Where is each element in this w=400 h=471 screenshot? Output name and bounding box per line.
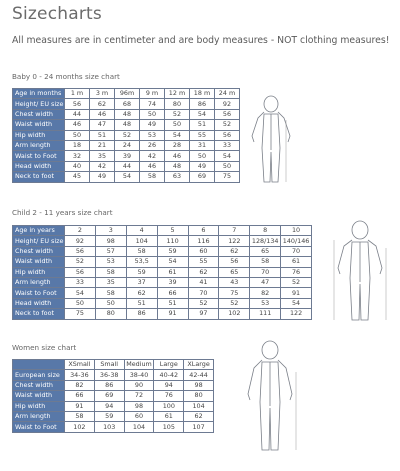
table-cell: 46 [65,120,90,130]
table-cell: 34-36 [65,370,95,380]
table-cell: 47 [90,120,115,130]
women-section-title: Women size chart [12,343,77,352]
row-label: Neck to foot [13,309,65,319]
table-row [13,422,214,432]
table-cell: 52 [219,298,250,308]
table-row [13,267,312,277]
table-cell: 52 [115,130,140,140]
column-header: Medium [124,360,154,370]
table-cell: 46 [140,161,165,171]
table-cell: 65 [250,246,281,256]
table-cell: 80 [165,99,190,109]
table-cell: 42 [90,161,115,171]
table-cell: 140/146 [281,236,312,246]
table-cell: 91 [65,401,95,411]
table-cell: 56 [215,130,240,140]
table-cell: 54 [165,130,190,140]
row-label: Waist to Foot [13,288,65,298]
table-row [13,236,312,246]
table-row [13,109,240,119]
table-cell: 86 [94,380,124,390]
table-cell: 58 [126,246,157,256]
table-cell: 72 [124,391,154,401]
column-header: XSmall [65,360,95,370]
table-cell: 61 [157,267,188,277]
table-cell: 41 [188,277,219,287]
column-header: 1 m [65,89,90,99]
table-cell: 107 [184,422,214,432]
column-header: 9 m [140,89,165,99]
table-cell: 111 [250,309,281,319]
table-cell: 59 [126,267,157,277]
table-cell: 54 [65,288,96,298]
table-cell: 58 [65,411,95,421]
row-label: Chest width [13,246,65,256]
table-cell: 26 [140,140,165,150]
row-label: Arm length [13,411,65,421]
table-cell: 45 [65,172,90,182]
table-row [13,161,240,171]
table-cell: 33 [65,277,96,287]
table-row [13,309,312,319]
child-size-table [12,225,312,320]
table-header-row [13,89,240,99]
baby-size-table [12,88,240,183]
row-label: Chest width [13,109,65,119]
table-cell: 62 [126,288,157,298]
table-cell: 74 [140,99,165,109]
table-cell: 42-44 [184,370,214,380]
table-cell: 82 [250,288,281,298]
table-cell: 122 [281,309,312,319]
table-cell: 35 [95,277,126,287]
baby-suit-figure-icon [246,92,296,192]
table-cell: 122 [219,236,250,246]
table-cell: 28 [165,140,190,150]
table-cell: 57 [95,246,126,256]
table-cell: 65 [219,267,250,277]
row-label: Height/ EU size [13,236,65,246]
table-cell: 52 [215,120,240,130]
table-cell: 69 [190,172,215,182]
column-header: 12 m [165,89,190,99]
table-cell: 76 [281,267,312,277]
baby-section-title: Baby 0 - 24 months size chart [12,72,120,81]
table-row [13,401,214,411]
table-cell: 51 [90,130,115,140]
table-cell: 80 [95,309,126,319]
table-cell: 59 [94,411,124,421]
row-label: Neck to foot [13,172,65,182]
table-cell: 56 [65,267,96,277]
table-cell: 49 [90,172,115,182]
table-cell: 76 [154,391,184,401]
column-header: 18 m [190,89,215,99]
table-cell: 70 [281,246,312,256]
table-cell: 59 [157,246,188,256]
table-cell: 70 [250,267,281,277]
table-cell: 75 [215,172,240,182]
table-cell: 52 [165,109,190,119]
table-row [13,246,312,256]
table-cell: 53 [250,298,281,308]
table-header-row [13,360,214,370]
table-cell: 62 [219,246,250,256]
table-row [13,370,214,380]
row-label: Waist width [13,257,65,267]
table-row [13,257,312,267]
table-cell: 52 [188,298,219,308]
row-label: Hip width [13,401,65,411]
table-cell: 54 [115,172,140,182]
row-label: Arm length [13,140,65,150]
table-cell: 50 [140,109,165,119]
table-cell: 24 [115,140,140,150]
header-label [13,360,65,370]
table-cell: 70 [188,288,219,298]
row-label: Hip width [13,267,65,277]
row-label: Waist to Foot [13,422,65,432]
table-row [13,380,214,390]
column-header: 3 m [90,89,115,99]
table-cell: 102 [65,422,95,432]
table-cell: 98 [124,401,154,411]
table-cell: 56 [219,257,250,267]
table-cell: 91 [157,309,188,319]
women-suit-figure-icon [240,338,300,458]
row-label: European size [13,370,65,380]
table-cell: 43 [219,277,250,287]
table-cell: 104 [126,236,157,246]
table-row [13,151,240,161]
table-cell: 94 [94,401,124,411]
table-cell: 39 [115,151,140,161]
table-cell: 66 [157,288,188,298]
table-cell: 94 [154,380,184,390]
table-cell: 62 [184,411,214,421]
table-cell: 62 [90,99,115,109]
table-cell: 53 [95,257,126,267]
table-cell: 55 [190,130,215,140]
table-cell: 75 [65,309,96,319]
table-cell: 60 [188,246,219,256]
table-cell: 40-42 [154,370,184,380]
row-label: Waist width [13,120,65,130]
table-cell: 50 [65,130,90,140]
table-cell: 38-40 [124,370,154,380]
table-cell: 52 [281,277,312,287]
table-cell: 66 [65,391,95,401]
table-cell: 58 [250,257,281,267]
table-cell: 48 [115,109,140,119]
row-label: Height/ EU size [13,99,65,109]
row-label: Chest width [13,380,65,390]
table-cell: 50 [95,298,126,308]
table-cell: 58 [140,172,165,182]
table-cell: 90 [124,380,154,390]
column-header: 5 [157,226,188,236]
column-header: Small [94,360,124,370]
table-cell: 37 [126,277,157,287]
table-cell: 98 [184,380,214,390]
table-cell: 39 [157,277,188,287]
table-cell: 56 [65,99,90,109]
row-label: Hip width [13,130,65,140]
table-cell: 48 [115,120,140,130]
column-header: 2 [65,226,96,236]
table-cell: 61 [281,257,312,267]
table-cell: 103 [94,422,124,432]
row-label: Head width [13,298,65,308]
table-cell: 32 [65,151,90,161]
table-cell: 48 [165,161,190,171]
column-header: 10 [281,226,312,236]
table-cell: 100 [154,401,184,411]
table-cell: 58 [95,288,126,298]
table-cell: 35 [90,151,115,161]
table-cell: 61 [154,411,184,421]
column-header: 6 [188,226,219,236]
table-cell: 80 [184,391,214,401]
table-cell: 33 [215,140,240,150]
row-label: Arm length [13,277,65,287]
child-suit-figure-icon [330,218,390,328]
table-cell: 52 [65,257,96,267]
table-cell: 54 [157,257,188,267]
table-cell: 44 [115,161,140,171]
column-header: 24 m [215,89,240,99]
table-cell: 36-38 [94,370,124,380]
table-cell: 40 [65,161,90,171]
table-cell: 46 [165,151,190,161]
table-cell: 82 [65,380,95,390]
row-label: Waist to Foot [13,151,65,161]
table-cell: 53,5 [126,257,157,267]
table-row [13,391,214,401]
row-label: Head width [13,161,65,171]
header-label: Age in months [13,89,65,99]
table-cell: 62 [188,267,219,277]
table-cell: 116 [188,236,219,246]
child-section-title: Child 2 - 11 years size chart [12,208,113,217]
table-cell: 54 [281,298,312,308]
table-cell: 110 [157,236,188,246]
table-cell: 50 [190,151,215,161]
table-cell: 86 [190,99,215,109]
table-row [13,120,240,130]
column-header: 3 [95,226,126,236]
table-cell: 60 [124,411,154,421]
table-cell: 49 [190,161,215,171]
table-cell: 91 [281,288,312,298]
column-header: 4 [126,226,157,236]
table-cell: 92 [215,99,240,109]
column-header: 8 [250,226,281,236]
table-cell: 50 [215,161,240,171]
page-title: Sizecharts [12,4,102,24]
table-cell: 50 [65,298,96,308]
table-cell: 47 [250,277,281,287]
table-cell: 49 [140,120,165,130]
women-size-table [12,359,214,433]
table-header-row [13,226,312,236]
table-cell: 54 [215,151,240,161]
table-cell: 53 [140,130,165,140]
table-cell: 105 [154,422,184,432]
row-label: Waist width [13,391,65,401]
column-header: 7 [219,226,250,236]
table-cell: 55 [188,257,219,267]
table-cell: 51 [157,298,188,308]
table-cell: 31 [190,140,215,150]
table-cell: 44 [65,109,90,119]
table-row [13,411,214,421]
table-cell: 42 [140,151,165,161]
table-cell: 46 [90,109,115,119]
table-cell: 92 [65,236,96,246]
table-cell: 56 [215,109,240,119]
table-row [13,288,312,298]
table-cell: 98 [95,236,126,246]
table-cell: 51 [126,298,157,308]
table-cell: 97 [188,309,219,319]
table-cell: 86 [126,309,157,319]
table-row [13,130,240,140]
table-cell: 50 [165,120,190,130]
table-cell: 18 [65,140,90,150]
page-subtitle: All measures are in centimeter and are body measures - NOT clothing measures! [12,35,390,46]
table-cell: 51 [190,120,215,130]
table-cell: 54 [190,109,215,119]
column-header: Large [154,360,184,370]
table-row [13,298,312,308]
table-cell: 68 [115,99,140,109]
table-cell: 102 [219,309,250,319]
table-cell: 56 [65,246,96,256]
table-cell: 104 [124,422,154,432]
table-cell: 104 [184,401,214,411]
table-row [13,172,240,182]
table-row [13,140,240,150]
header-label: Age in years [13,226,65,236]
column-header: 96m [115,89,140,99]
table-cell: 21 [90,140,115,150]
table-cell: 58 [95,267,126,277]
table-cell: 75 [219,288,250,298]
table-row [13,99,240,109]
column-header: XLarge [184,360,214,370]
table-cell: 128/134 [250,236,281,246]
table-cell: 63 [165,172,190,182]
table-cell: 69 [94,391,124,401]
table-row [13,277,312,287]
